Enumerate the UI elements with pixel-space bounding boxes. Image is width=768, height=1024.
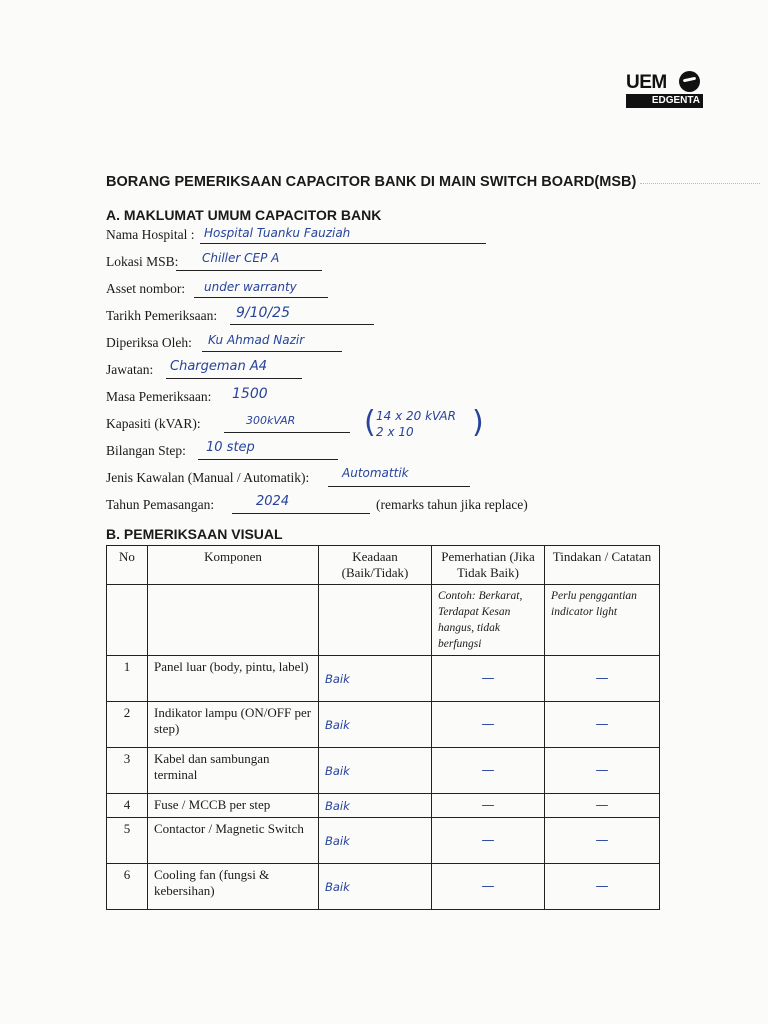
example-tindakan: Perlu penggantian indicator light <box>545 585 660 656</box>
row-pemerhatian[interactable]: — <box>481 671 495 686</box>
row-tindakan[interactable]: — <box>595 717 609 732</box>
header-tindakan: Tindakan / Catatan <box>545 546 660 585</box>
row-komponen: Contactor / Magnetic Switch <box>148 818 319 864</box>
tahun-remark: (remarks tahun jika replace) <box>376 497 528 512</box>
header-komponen: Komponen <box>148 546 319 585</box>
table-row <box>107 818 660 864</box>
table-row <box>107 864 660 910</box>
row-keadaan[interactable]: Baik <box>325 671 350 686</box>
logo-sub: EDGENTA <box>626 94 703 108</box>
field-value[interactable]: 1500 <box>232 386 268 402</box>
form-title: BORANG PEMERIKSAAN CAPACITOR BANK DI MAIN SWITCH BOARD(MSB) <box>106 174 637 190</box>
example-komponen <box>148 585 319 656</box>
field-label: Asset nombor: <box>106 281 186 296</box>
field-value[interactable]: Chiller CEP A <box>202 251 280 265</box>
header-pemerhatian: Pemerhatian (Jika Tidak Baik) <box>432 546 545 585</box>
row-pemerhatian[interactable]: — <box>481 833 495 848</box>
row-pemerhatian[interactable]: — <box>481 717 495 732</box>
field-label: Jenis Kawalan (Manual / Automatik): <box>106 470 310 485</box>
field-label: Bilangan Step: <box>106 443 186 458</box>
open-paren-icon: ( <box>364 405 376 440</box>
visual-inspection-table <box>106 545 660 910</box>
row-pemerhatian[interactable]: — <box>481 879 495 894</box>
row-pemerhatian[interactable]: — <box>481 763 495 778</box>
row-no: 5 <box>107 818 148 864</box>
row-tindakan[interactable]: — <box>595 798 609 813</box>
row-tindakan[interactable]: — <box>595 671 609 686</box>
row-komponen: Fuse / MCCB per step <box>148 794 319 818</box>
row-no: 3 <box>107 748 148 794</box>
field-value[interactable]: under warranty <box>204 280 297 294</box>
example-row <box>107 585 660 656</box>
row-no: 4 <box>107 794 148 818</box>
kvar-note-line1: 14 x 20 kVAR <box>376 409 456 423</box>
close-paren-icon: ) <box>472 405 484 440</box>
row-keadaan[interactable]: Baik <box>325 717 350 732</box>
field-line <box>232 497 370 514</box>
row-no: 2 <box>107 702 148 748</box>
field-value[interactable]: Ku Ahmad Nazir <box>208 333 305 347</box>
row-no: 1 <box>107 656 148 702</box>
logo-word: UEM <box>626 72 667 93</box>
row-tindakan[interactable]: — <box>595 833 609 848</box>
table-row <box>107 702 660 748</box>
kvar-note-line2: 2 x 10 <box>376 425 414 439</box>
globe-icon <box>679 71 700 92</box>
field-label: Nama Hospital : <box>106 227 195 242</box>
row-keadaan[interactable]: Baik <box>325 833 350 848</box>
field-value[interactable]: Chargeman A4 <box>170 359 268 374</box>
uem-edgenta-logo <box>626 70 706 110</box>
row-tindakan[interactable]: — <box>595 879 609 894</box>
field-value[interactable]: 10 step <box>206 440 255 455</box>
field-value[interactable]: 2024 <box>256 494 290 509</box>
table-row <box>107 748 660 794</box>
field-label: Lokasi MSB: <box>106 254 179 269</box>
title-dotted-line <box>640 183 760 184</box>
kvar-note <box>364 405 484 442</box>
row-tindakan[interactable]: — <box>595 763 609 778</box>
row-komponen: Indikator lampu (ON/OFF per step) <box>148 702 319 748</box>
field-label: Masa Pemeriksaan: <box>106 389 212 404</box>
row-pemerhatian[interactable]: — <box>481 798 495 813</box>
row-keadaan[interactable]: Baik <box>325 798 350 813</box>
row-komponen: Cooling fan (fungsi & kebersihan) <box>148 864 319 910</box>
field-label: Tarikh Pemeriksaan: <box>106 308 218 323</box>
section-a-heading: A. MAKLUMAT UMUM CAPACITOR BANK <box>106 207 382 223</box>
section-b-heading: B. PEMERIKSAAN VISUAL <box>106 526 283 542</box>
row-komponen: Panel luar (body, pintu, label) <box>148 656 319 702</box>
row-komponen: Kabel dan sambungan terminal <box>148 748 319 794</box>
header-keadaan: Keadaan (Baik/Tidak) <box>319 546 432 585</box>
field-value[interactable]: 300kVAR <box>246 414 296 427</box>
table-row <box>107 794 660 818</box>
row-keadaan[interactable]: Baik <box>325 879 350 894</box>
header-no: No <box>107 546 148 585</box>
row-no: 6 <box>107 864 148 910</box>
table-header-row <box>107 546 660 585</box>
field-label: Kapasiti (kVAR): <box>106 416 201 431</box>
field-label: Jawatan: <box>106 362 154 377</box>
field-value[interactable]: Automattik <box>342 466 409 480</box>
field-value[interactable]: Hospital Tuanku Fauziah <box>204 226 351 240</box>
field-label: Diperiksa Oleh: <box>106 335 192 350</box>
example-no <box>107 585 148 656</box>
field-value[interactable]: 9/10/25 <box>236 305 290 321</box>
example-pemerhatian: Contoh: Berkarat, Terdapat Kesan hangus, tidak berfungsi <box>432 585 545 656</box>
field-label: Tahun Pemasangan: <box>106 497 215 512</box>
example-keadaan <box>319 585 432 656</box>
row-keadaan[interactable]: Baik <box>325 763 350 778</box>
table-row <box>107 656 660 702</box>
